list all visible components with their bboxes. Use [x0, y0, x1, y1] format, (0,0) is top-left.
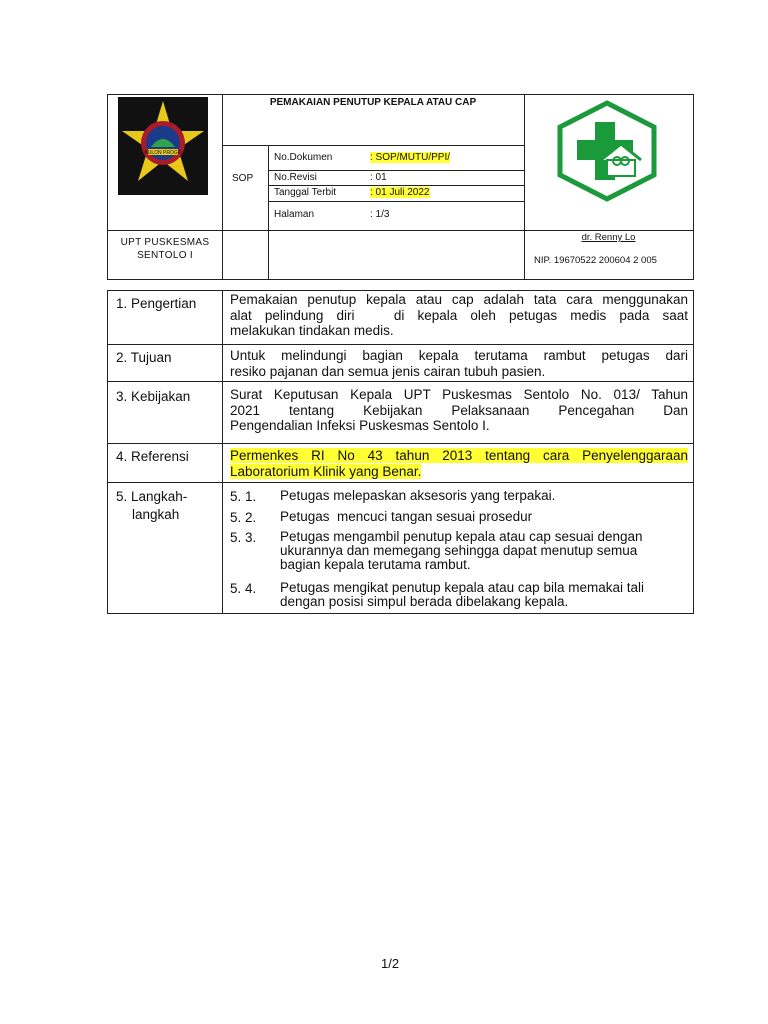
step-text — [280, 581, 688, 609]
text-line: Petugas mengikat penutup kepala atau cap bila memakai tali — [280, 580, 644, 595]
signatory-nip: NIP. 19670522 200604 2 005 — [534, 255, 657, 266]
text-line: Permenkes RI No 43 tahun 2013 tentang cara Penyelenggaraan — [230, 448, 688, 463]
unit-name-line1: UPT PUSKESMAS — [120, 237, 210, 248]
page-number: 1/2 — [381, 956, 400, 971]
step-text — [280, 510, 688, 524]
step-text — [280, 489, 688, 503]
section-label-pengertian: 1. Pengertian — [116, 296, 197, 311]
text-line: Surat Keputusan Kepala UPT Puskesmas Sentolo No. 013/ Tahun — [230, 387, 688, 402]
section-body-kebijakan — [230, 387, 688, 434]
section-body-tujuan — [230, 348, 688, 379]
text-line: 2021 tentang Kebijakan Pelaksanaan Pencegahan Dan — [230, 402, 688, 418]
puskesmas-logo — [555, 100, 659, 202]
sop-content-table — [107, 290, 694, 614]
field-label-no-dokumen: No.Dokumen — [274, 152, 333, 163]
text-line: Pengendalian Infeksi Puskesmas Sentolo I. — [230, 418, 490, 433]
logo-lettering: KULON PROGO — [144, 150, 182, 156]
section-label-langkah-cont: langkah — [132, 507, 180, 522]
field-value-no-dokumen: : SOP/MUTU/PPI/ — [370, 152, 451, 163]
text-line: Pemakaian penutup kepala atau cap adalah tata cara menggunakan — [230, 292, 688, 307]
text-line: Laboratorium Klinik yang Benar. — [230, 463, 422, 479]
step-number: 5. 3. — [230, 530, 257, 545]
text-line: resiko pajanan dan semua jenis cairan tubuh pasien. — [230, 363, 546, 379]
section-label-tujuan: 2. Tujuan — [116, 350, 172, 365]
field-label-halaman: Halaman — [274, 209, 315, 220]
field-value-no-revisi: : 01 — [370, 172, 387, 183]
field-label-no-revisi: No.Revisi — [274, 172, 317, 183]
step-number: 5. 1. — [230, 489, 257, 504]
text-line: Petugas melepaskan aksesoris yang terpakai. — [280, 488, 556, 503]
step-text — [280, 530, 688, 572]
signatory-name: dr. Renny Lo — [581, 232, 636, 243]
sop-label: SOP — [232, 173, 254, 184]
document-title: PEMAKAIAN PENUTUP KEPALA ATAU CAP — [269, 97, 477, 108]
text-line: Petugas mencuci tangan sesuai prosedur — [280, 509, 533, 524]
sop-header-table — [107, 94, 694, 280]
text-line: dengan posisi simpul berada dibelakang kepala. — [280, 594, 569, 609]
field-value-halaman: : 1/3 — [370, 209, 390, 220]
section-body-referensi — [230, 448, 688, 479]
text-line: bagian kepala terutama rambut. — [280, 557, 471, 572]
field-value-tanggal-terbit: : 01 Juli 2022 — [370, 187, 430, 198]
text-line: alat pelindung diri di kepala oleh petugas medis pada saat — [230, 307, 688, 323]
text-line: ukurannya dan memegang sehingga dapat menutup semua — [280, 543, 638, 558]
text-line: Petugas mengambil penutup kepala atau cap sesuai dengan — [280, 529, 643, 544]
unit-name-line2: SENTOLO I — [137, 250, 193, 261]
section-label-langkah: 5. Langkah- — [116, 489, 188, 504]
section-label-kebijakan: 3. Kebijakan — [116, 389, 191, 404]
kulon-progo-logo — [118, 97, 208, 195]
text-line: melakukan tindakan medis. — [230, 323, 394, 338]
step-number: 5. 2. — [230, 510, 257, 525]
section-label-referensi: 4. Referensi — [116, 449, 189, 464]
field-label-tanggal-terbit: Tanggal Terbit — [274, 187, 337, 198]
step-number: 5. 4. — [230, 581, 257, 596]
text-line: Untuk melindungi bagian kepala terutama rambut petugas dari — [230, 348, 688, 363]
section-body-pengertian — [230, 292, 688, 339]
